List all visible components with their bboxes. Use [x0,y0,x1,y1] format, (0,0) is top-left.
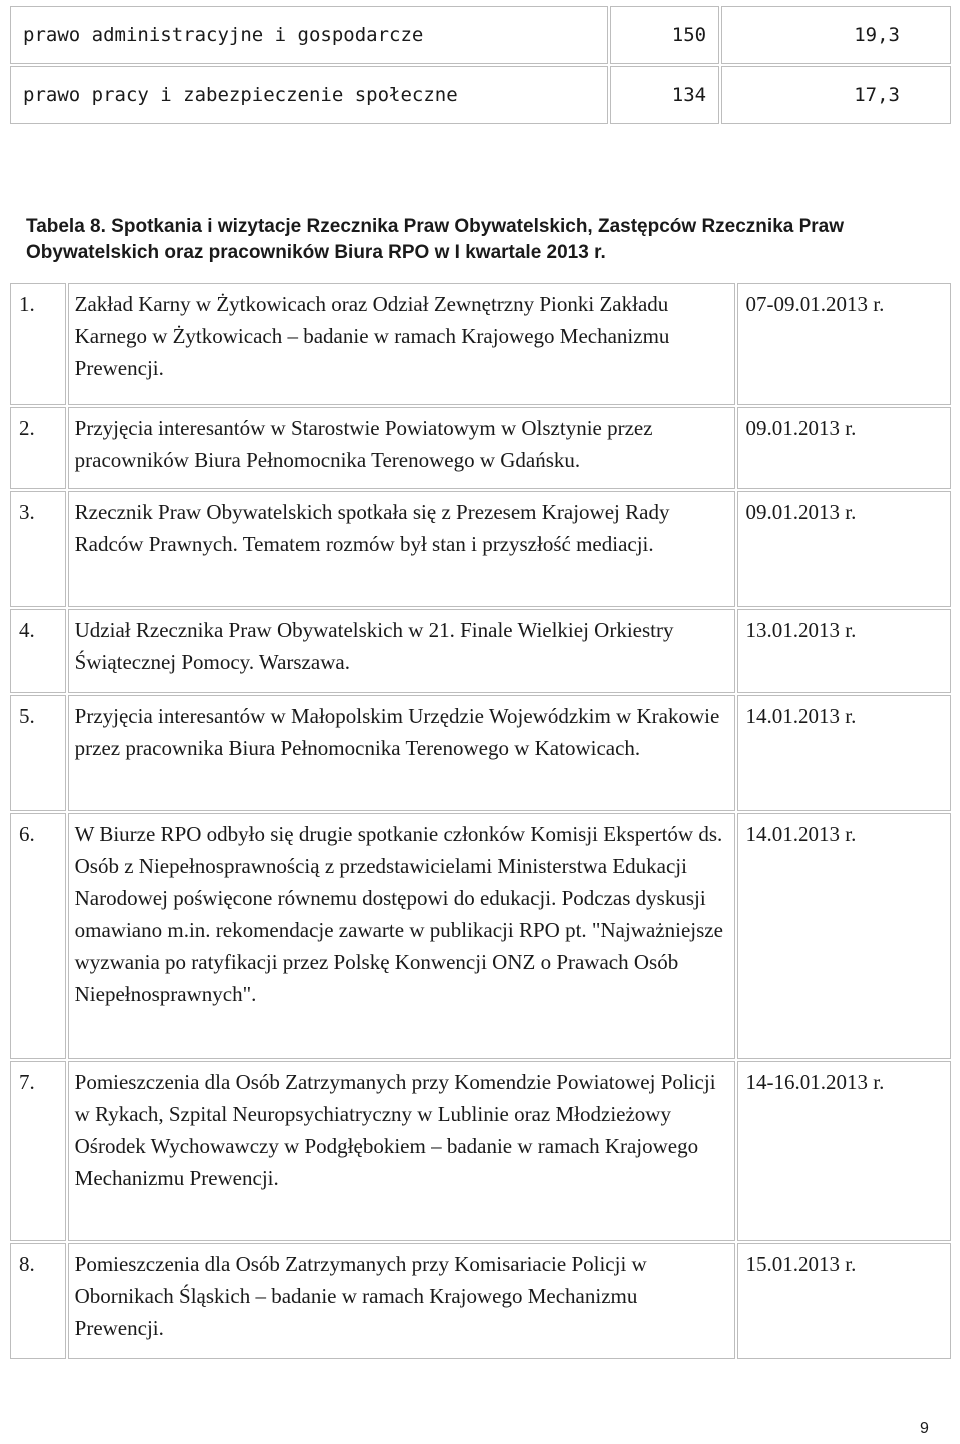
row-number: 2. [10,407,66,489]
meetings-table [8,281,953,1361]
row-description: Pomieszczenia dla Osób Zatrzymanych przy Komendzie Powiatowej Policji w Rykach, Szpital Neuropsychiatryczny w Lublinie oraz Młodzieżowy Ośrodek Wychowawczy w Podgłębokiem – badanie w ramach Krajowego Mechanizmu Prewencji. [68,1061,735,1241]
row-date: 14.01.2013 r. [737,695,951,811]
row-number: 6. [10,813,66,1059]
table-row [10,6,951,64]
summary-table [8,4,953,126]
row-date: 09.01.2013 r. [737,407,951,489]
count-cell: 150 [610,6,719,64]
table-row [10,1243,951,1359]
row-number: 1. [10,283,66,405]
row-number: 3. [10,491,66,607]
row-date: 14.01.2013 r. [737,813,951,1059]
row-number: 4. [10,609,66,693]
row-description: Pomieszczenia dla Osób Zatrzymanych przy Komisariacie Policji w Obornikach Śląskich – badanie w ramach Krajowego Mechanizmu Prewencji. [68,1243,735,1359]
row-number: 7. [10,1061,66,1241]
table-row [10,491,951,607]
row-description: W Biurze RPO odbyło się drugie spotkanie członków Komisji Ekspertów ds. Osób z Niepełnosprawnością z przedstawicielami Ministerstwa Edukacji Narodowej poświęcone równemu dostępowi do edukacji. Podczas dyskusji omawiano m.in. rekomendacje zawarte w publikacji RPO pt. "Najważniejsze wyzwania po ratyfikacji przez Polskę Konwencji ONZ o Prawach Osób Niepełnosprawnych". [68,813,735,1059]
page-number: 9 [920,1420,929,1437]
row-description: Zakład Karny w Żytkowicach oraz Odział Zewnętrzny Pionki Zakładu Karnego w Żytkowicach – badanie w ramach Krajowego Mechanizmu Prewencji. [68,283,735,405]
table-row [10,66,951,124]
percent-cell: 17,3 [721,66,951,124]
row-description: Przyjęcia interesantów w Małopolskim Urzędzie Wojewódzkim w Krakowie przez pracownika Biura Pełnomocnika Terenowego w Katowicach. [68,695,735,811]
table-caption: Tabela 8. Spotkania i wizytacje Rzecznika Praw Obywatelskich, Zastępców Rzecznika Praw Obywatelskich oraz pracowników Biura RPO w I kwartale 2013 r. [26,216,845,263]
row-description: Udział Rzecznika Praw Obywatelskich w 21. Finale Wielkiej Orkiestry Świątecznej Pomocy. Warszawa. [68,609,735,693]
table-row [10,813,951,1059]
row-description: Przyjęcia interesantów w Starostwie Powiatowym w Olsztynie przez pracowników Biura Pełnomocnika Terenowego w Gdańsku. [68,407,735,489]
row-number: 5. [10,695,66,811]
row-date: 14-16.01.2013 r. [737,1061,951,1241]
table-row [10,283,951,405]
table-row [10,407,951,489]
table-row [10,1061,951,1241]
category-label: prawo pracy i zabezpieczenie społeczne [10,66,608,124]
row-date: 15.01.2013 r. [737,1243,951,1359]
row-date: 13.01.2013 r. [737,609,951,693]
table-row [10,609,951,693]
count-cell: 134 [610,66,719,124]
row-date: 09.01.2013 r. [737,491,951,607]
category-label: prawo administracyjne i gospodarcze [10,6,608,64]
row-description: Rzecznik Praw Obywatelskich spotkała się z Prezesem Krajowej Rady Radców Prawnych. Tematem rozmów był stan i przyszłość mediacji. [68,491,735,607]
table-row [10,695,951,811]
row-date: 07-09.01.2013 r. [737,283,951,405]
percent-cell: 19,3 [721,6,951,64]
row-number: 8. [10,1243,66,1359]
